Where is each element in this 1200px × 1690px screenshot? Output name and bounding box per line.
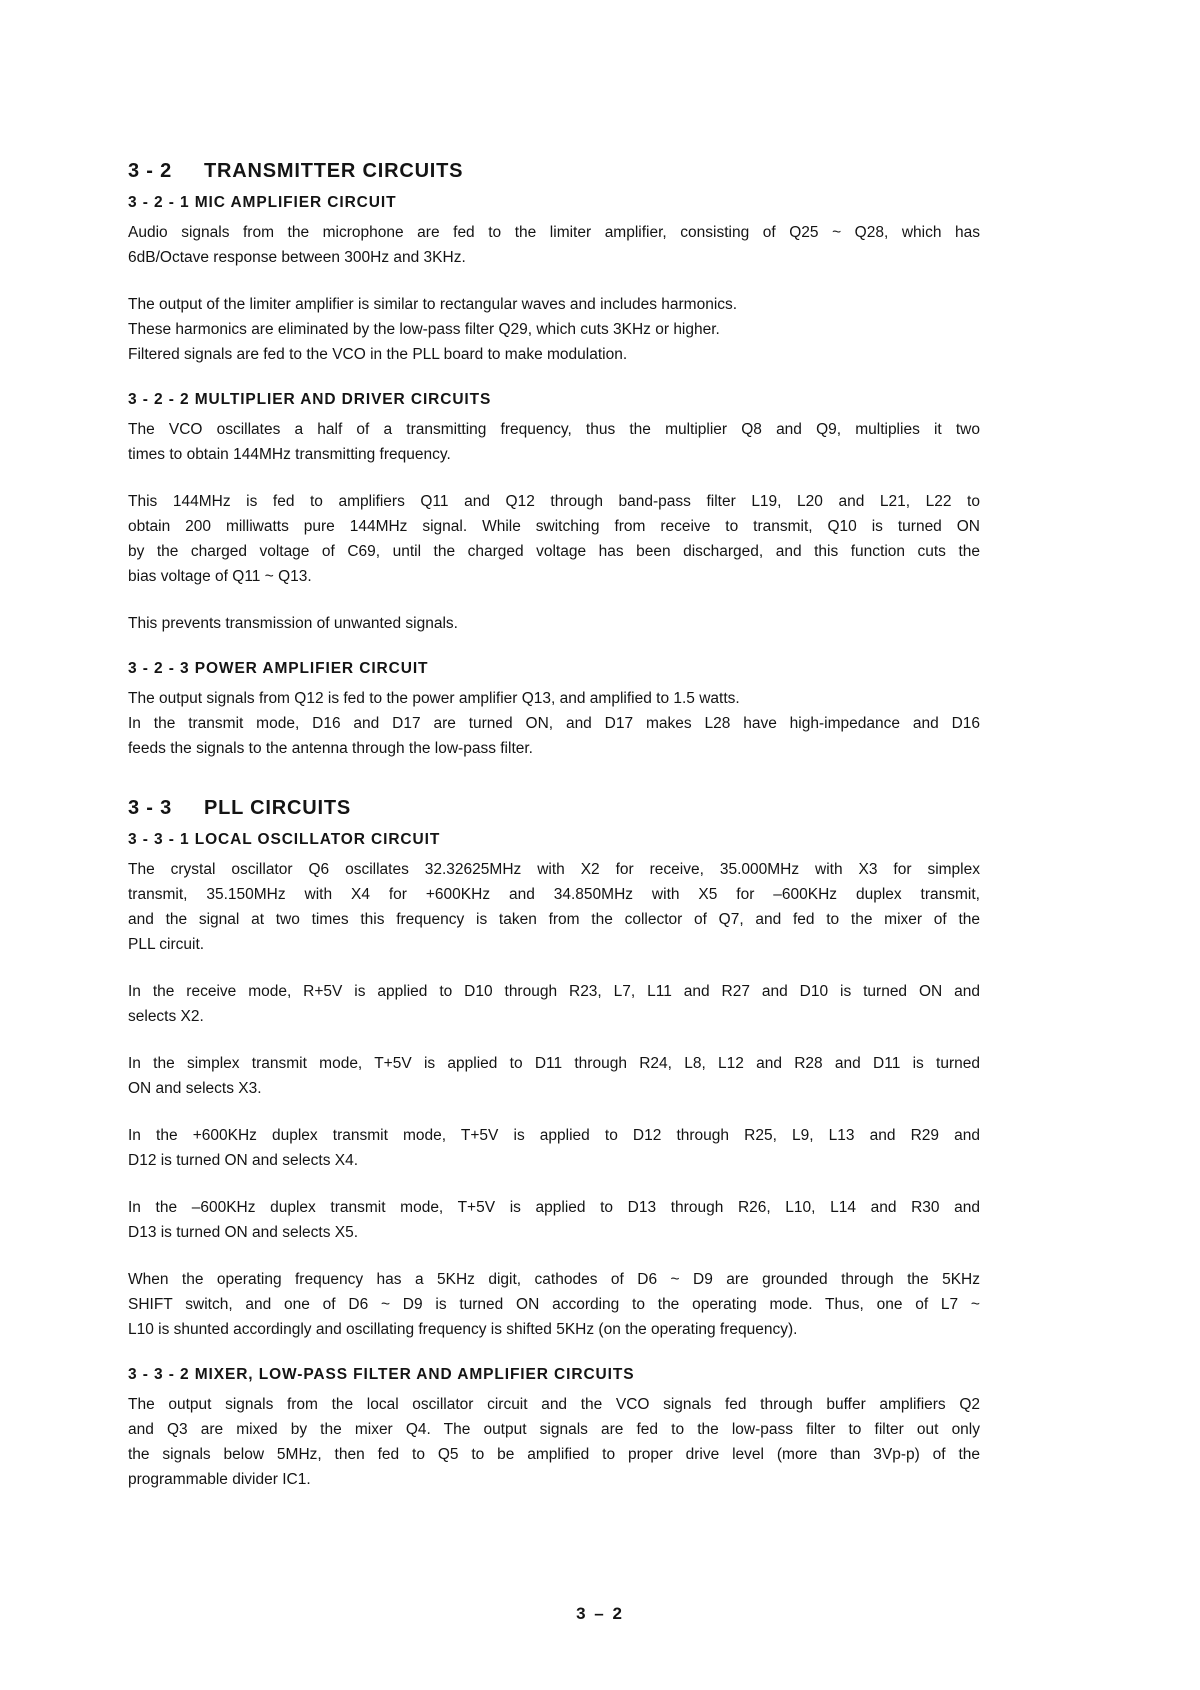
paragraph	[128, 1051, 980, 1101]
paragraph	[128, 686, 980, 761]
text-line: This 144MHz is fed to amplifiers Q11 and Q12 through band-pass filter L19, L20 and L21, L22 to	[128, 493, 980, 510]
text-line: times to obtain 144MHz transmitting frequency.	[128, 446, 451, 463]
subsection-title-power-amplifier: 3 - 2 - 3 POWER AMPLIFIER CIRCUIT	[128, 660, 429, 677]
text-line: programmable divider IC1.	[128, 1471, 311, 1488]
text-line: obtain 200 milliwatts pure 144MHz signal. While switching from receive to transmit, Q10 is turned ON	[128, 518, 980, 535]
subsection-title-multiplier-driver: 3 - 2 - 2 MULTIPLIER AND DRIVER CIRCUITS	[128, 391, 492, 408]
text-line: In the simplex transmit mode, T+5V is applied to D11 through R24, L8, L12 and R28 and D11 is turned	[128, 1055, 980, 1072]
text-line: ON and selects X3.	[128, 1080, 262, 1097]
paragraph	[128, 489, 980, 589]
text-line: feeds the signals to the antenna through the low-pass filter.	[128, 740, 533, 757]
paragraph	[128, 979, 980, 1029]
text-line: and the signal at two times this frequency is taken from the collector of Q7, and fed to the mixer of the	[128, 911, 980, 928]
text-line: 6dB/Octave response between 300Hz and 3KHz.	[128, 249, 466, 266]
section-number: 3 - 2	[128, 160, 173, 182]
text-line: and Q3 are mixed by the mixer Q4. The output signals are fed to the low-pass filter to filter out only	[128, 1421, 980, 1438]
text-line: PLL circuit.	[128, 936, 205, 953]
text-line: In the receive mode, R+5V is applied to D10 through R23, L7, L11 and R27 and D10 is turned ON and	[128, 983, 980, 1000]
paragraph	[128, 611, 980, 636]
text-line: When the operating frequency has a 5KHz digit, cathodes of D6 ~ D9 are grounded through the 5KHz	[128, 1271, 980, 1288]
text-line: the signals below 5MHz, then fed to Q5 to be amplified to proper drive level (more than 3Vp-p) of the	[128, 1446, 980, 1463]
document-page	[128, 158, 980, 1492]
text-line: The output signals from the local oscillator circuit and the VCO signals fed through buffer amplifiers Q2	[128, 1396, 980, 1413]
text-line: D13 is turned ON and selects X5.	[128, 1224, 359, 1241]
text-line: D12 is turned ON and selects X4.	[128, 1152, 359, 1169]
text-line: The crystal oscillator Q6 oscillates 32.32625MHz with X2 for receive, 35.000MHz with X3 for simplex	[128, 861, 980, 878]
text-line: Audio signals from the microphone are fed to the limiter amplifier, consisting of Q25 ~ Q28, which has	[128, 224, 980, 241]
paragraph	[128, 220, 980, 270]
text-line: The output of the limiter amplifier is similar to rectangular waves and includes harmonics.	[128, 296, 738, 313]
text-line: In the transmit mode, D16 and D17 are turned ON, and D17 makes L28 have high-impedance and D16	[128, 715, 980, 732]
paragraph	[128, 1267, 980, 1342]
text-line: by the charged voltage of C69, until the charged voltage has been discharged, and this function cuts the	[128, 543, 980, 560]
subsection-title-mic-amplifier: 3 - 2 - 1 MIC AMPLIFIER CIRCUIT	[128, 194, 397, 211]
text-line: selects X2.	[128, 1008, 204, 1025]
subsection-title-local-oscillator: 3 - 3 - 1 LOCAL OSCILLATOR CIRCUIT	[128, 831, 441, 848]
section-title-pll-circuits	[128, 795, 980, 821]
text-line: This prevents transmission of unwanted signals.	[128, 615, 458, 632]
page-number: 3 – 2	[576, 1604, 624, 1623]
text-line: These harmonics are eliminated by the low-pass filter Q29, which cuts 3KHz or higher.	[128, 321, 720, 338]
section-title-text: PLL CIRCUITS	[204, 797, 352, 819]
paragraph	[128, 857, 980, 957]
section-title-text: TRANSMITTER CIRCUITS	[204, 160, 464, 182]
text-line: transmit, 35.150MHz with X4 for +600KHz and 34.850MHz with X5 for –600KHz duplex transmit,	[128, 886, 980, 903]
paragraph	[128, 417, 980, 467]
text-line: In the +600KHz duplex transmit mode, T+5V is applied to D12 through R25, L9, L13 and R29 and	[128, 1127, 980, 1144]
section-title-transmitter-circuits	[128, 158, 980, 184]
paragraph	[128, 292, 980, 367]
text-line: In the –600KHz duplex transmit mode, T+5V is applied to D13 through R26, L10, L14 and R30 and	[128, 1199, 980, 1216]
subsection-title-mixer-lpf-amplifier: 3 - 3 - 2 MIXER, LOW-PASS FILTER AND AMPLIFIER CIRCUITS	[128, 1366, 635, 1383]
text-line: The VCO oscillates a half of a transmitting frequency, thus the multiplier Q8 and Q9, multiplies it two	[128, 421, 980, 438]
text-line: L10 is shunted accordingly and oscillating frequency is shifted 5KHz (on the operating frequency).	[128, 1321, 798, 1338]
paragraph	[128, 1123, 980, 1173]
text-line: Filtered signals are fed to the VCO in the PLL board to make modulation.	[128, 346, 628, 363]
text-line: bias voltage of Q11 ~ Q13.	[128, 568, 312, 585]
section-number: 3 - 3	[128, 797, 173, 819]
text-line: The output signals from Q12 is fed to the power amplifier Q13, and amplified to 1.5 watts.	[128, 690, 740, 707]
text-line: SHIFT switch, and one of D6 ~ D9 is turned ON according to the operating mode. Thus, one of L7 ~	[128, 1296, 980, 1313]
paragraph	[128, 1195, 980, 1245]
paragraph	[128, 1392, 980, 1492]
